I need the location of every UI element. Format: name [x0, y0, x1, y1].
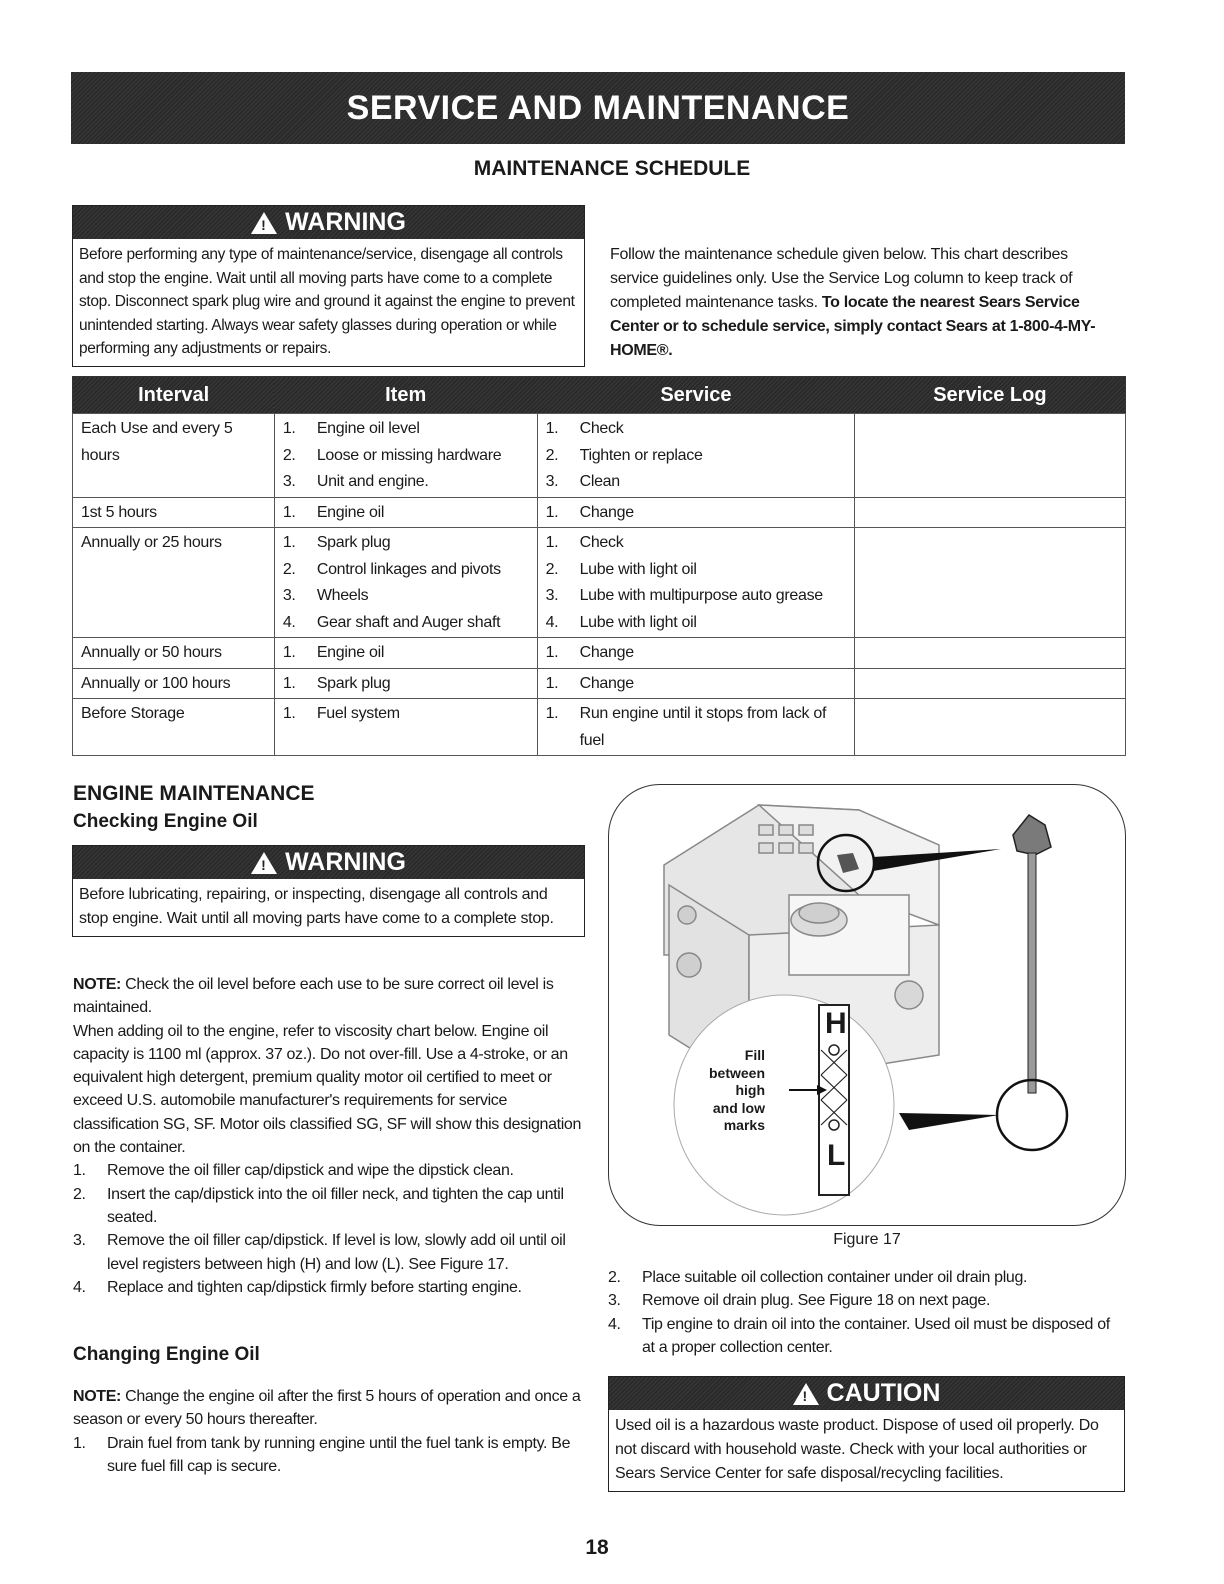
entry-text: Check [579, 420, 624, 437]
warning-triangle-icon [251, 852, 277, 874]
change-note-paragraph [73, 1385, 588, 1432]
caution-title: CAUTION [826, 1379, 941, 1407]
service-log-cell[interactable] [855, 638, 1126, 669]
caution-text: Used oil is a hazardous waste product. Dispose of used oil properly. Do not discard with household waste. Check with your local authorities or Sears Service Center for safe disposal/recycling facilities. [615, 1417, 1099, 1482]
step-item [73, 1229, 588, 1276]
service-log-cell[interactable] [855, 668, 1126, 699]
warning-header [73, 846, 584, 879]
warning-text: Before performing any type of maintenance/service, disengage all controls and stop the engine. Wait until all moving parts have come to a complete stop. Disconnect spark plug wire and ground it against the engine to prevent unintended starting. Always wear safety glasses during operation or while performing any adjustments or repairs. [79, 246, 575, 357]
warning-header [73, 206, 584, 239]
entry-text: Control linkages and pivots [316, 560, 501, 578]
entry-number: 4. [282, 613, 296, 631]
service-log-cell[interactable] [855, 528, 1126, 638]
table-row [73, 528, 1126, 638]
entry-text: Change [579, 503, 634, 521]
item-cell [274, 414, 537, 498]
entry-number: 1. [545, 644, 559, 661]
step-number: 3. [73, 1232, 86, 1250]
item-cell [274, 638, 537, 669]
interval-cell: Each Use and every 5 hours [73, 414, 275, 498]
entry-text: Change [579, 644, 634, 661]
step-text: Insert the cap/dipstick into the oil filler neck, and tighten the cap until seated. [107, 1185, 564, 1226]
entry-text: Spark plug [316, 534, 391, 551]
entry-text: Check [579, 534, 624, 551]
dipstick-icon [1013, 815, 1051, 1093]
service-cell [537, 699, 855, 756]
item-entry [283, 469, 531, 496]
service-log-cell[interactable] [855, 497, 1126, 528]
adding-oil-paragraph: When adding oil to the engine, refer to viscosity chart below. Engine oil capacity is 1100 ml (approx. 37 oz.). Do not over-fill. Use a 4-stroke, or an equivalent high detergent, premium quality motor oil certified to meet or exceed U.S. automobile manufacturer's requirements for service classification SG, SF. Motor oils classified SG, SF will show this designation on the container. [73, 1022, 582, 1157]
entry-number: 1. [545, 534, 559, 551]
entry-text: Tighten or replace [579, 446, 703, 464]
step-text: Replace and tighten cap/dipstick firmly before starting engine. [107, 1278, 522, 1296]
item-entry [283, 416, 531, 443]
entry-text: Lube with light oil [579, 613, 697, 631]
entry-number: 3. [282, 587, 296, 604]
item-cell [274, 699, 537, 756]
service-entry [546, 416, 849, 443]
entry-number: 1. [282, 644, 296, 661]
dipstick-l-mark: L [827, 1139, 846, 1172]
entry-text: Gear shaft and Auger shaft [316, 613, 501, 631]
engine-maintenance-title: ENGINE MAINTENANCE [73, 782, 315, 805]
warning-triangle-icon [251, 212, 277, 234]
callout-line: between [708, 1064, 765, 1081]
entry-number: 1. [282, 674, 296, 692]
engine-dipstick-svg [609, 785, 1126, 1226]
entry-number: 2. [545, 560, 559, 578]
change-steps-list-right [608, 1266, 1123, 1359]
caution-triangle-icon [793, 1383, 819, 1405]
entry-number: 1. [545, 705, 559, 722]
changing-oil-body [73, 1385, 588, 1478]
entry-number: 3. [545, 587, 559, 604]
entry-number: 1. [545, 674, 559, 692]
caution-box [608, 1376, 1125, 1492]
interval-cell: 1st 5 hours [73, 497, 275, 528]
service-cell [537, 414, 855, 498]
service-entry [546, 469, 849, 496]
item-entry [283, 701, 531, 728]
service-entry [546, 443, 849, 470]
table-row [73, 699, 1126, 756]
warning-box-schedule [72, 205, 585, 367]
table-row [73, 414, 1126, 498]
step-item [608, 1289, 1123, 1312]
header-service-log: Service Log [855, 377, 1126, 414]
service-cell [537, 668, 855, 699]
callout-line: marks [723, 1117, 765, 1133]
entry-number: 1. [282, 503, 296, 521]
service-entry [546, 583, 849, 610]
step-number: 2. [73, 1185, 86, 1203]
header-item: Item [274, 377, 537, 414]
table-row [73, 497, 1126, 528]
header-interval: Interval [73, 377, 275, 414]
service-entry [546, 557, 849, 584]
service-entry [546, 530, 849, 557]
dipstick-h-mark: H [825, 1007, 847, 1040]
item-entry [283, 557, 531, 584]
service-log-cell[interactable] [855, 414, 1126, 498]
step-number: 1. [73, 1162, 86, 1180]
service-entry [546, 500, 849, 527]
entry-text: Clean [579, 473, 620, 490]
interval-cell: Annually or 25 hours [73, 528, 275, 638]
caution-header [609, 1377, 1124, 1410]
item-entry [283, 500, 531, 527]
service-entry [546, 671, 849, 698]
entry-text: Wheels [316, 587, 369, 604]
service-cell [537, 638, 855, 669]
interval-cell: Annually or 50 hours [73, 638, 275, 669]
entry-number: 1. [282, 705, 296, 722]
page-number: 18 [585, 1536, 609, 1559]
interval-cell: Annually or 100 hours [73, 668, 275, 699]
item-entry [283, 583, 531, 610]
service-log-cell[interactable] [855, 699, 1126, 756]
changing-oil-title: Changing Engine Oil [73, 1344, 260, 1365]
step-item [608, 1266, 1123, 1289]
note-label: NOTE: [73, 976, 122, 993]
item-entry [283, 530, 531, 557]
entry-text: Run engine until it stops from lack of fuel [579, 705, 827, 749]
callout-line: Fill [744, 1047, 765, 1063]
schedule-intro [610, 243, 1120, 363]
table-row [73, 668, 1126, 699]
item-cell [274, 528, 537, 638]
entry-text: Loose or missing hardware [316, 446, 502, 464]
item-entry [283, 443, 531, 470]
entry-number: 2. [282, 560, 296, 578]
step-text: Remove the oil filler cap/dipstick. If level is low, slowly add oil until oil level registers between high (H) and low (L). See Figure 17. [107, 1232, 566, 1273]
step-text: Remove oil drain plug. See Figure 18 on next page. [642, 1292, 991, 1310]
step-item [73, 1159, 588, 1182]
warning-box-engine [72, 845, 585, 937]
item-entry [283, 640, 531, 667]
entry-text: Change [579, 674, 634, 692]
maintenance-schedule-table [72, 376, 1126, 756]
fill-marks-callout [705, 1047, 765, 1135]
item-entry [283, 671, 531, 698]
step-text: Tip engine to drain oil into the container. Used oil must be disposed of at a proper collection center. [642, 1315, 1110, 1356]
figure-caption: Figure 17 [833, 1231, 901, 1248]
item-entry [283, 610, 531, 637]
entry-text: Engine oil [316, 503, 385, 521]
warning-title: WARNING [285, 208, 406, 236]
item-cell [274, 668, 537, 699]
step-text: Place suitable oil collection container under oil drain plug. [642, 1269, 1028, 1286]
service-entry [546, 701, 849, 754]
entry-number: 1. [282, 420, 296, 437]
step-text: Drain fuel from tank by running engine until the fuel tank is empty. Be sure fuel fill cap is secure. [107, 1434, 571, 1475]
step-item [608, 1313, 1123, 1360]
entry-text: Fuel system [316, 705, 400, 722]
entry-number: 1. [282, 534, 296, 551]
item-cell [274, 497, 537, 528]
checking-oil-title: Checking Engine Oil [73, 811, 258, 832]
intro-contact-text: To locate the nearest Sears Service Center or to schedule service, simply contact Sears at 1-800-4-MY-HOME®. [610, 294, 1096, 359]
service-cell [537, 497, 855, 528]
warning-title: WARNING [285, 848, 406, 876]
callout-line: high [735, 1082, 765, 1098]
note-text: Change the engine oil after the first 5 hours of operation and once a season or every 50 hours thereafter. [73, 1388, 581, 1429]
entry-text: Lube with multipurpose auto grease [579, 587, 823, 604]
entry-number: 3. [545, 473, 559, 490]
entry-text: Unit and engine. [316, 473, 429, 490]
entry-number: 3. [282, 473, 296, 490]
step-item [73, 1276, 588, 1299]
interval-cell: Before Storage [73, 699, 275, 756]
note-paragraph [73, 973, 588, 1020]
step-item [73, 1432, 588, 1479]
entry-number: 2. [282, 446, 296, 464]
step-number: 3. [608, 1292, 621, 1310]
service-entry [546, 610, 849, 637]
header-service: Service [537, 377, 855, 414]
entry-text: Engine oil [316, 644, 385, 661]
intro-text: Follow the maintenance schedule given below. This chart describes service guidelines only. Use the Service Log column to keep track of completed maintenance tasks. [610, 246, 1073, 311]
step-number: 2. [608, 1269, 621, 1286]
table-row [73, 638, 1126, 669]
entry-number: 1. [545, 420, 559, 437]
callout-line: and low [712, 1099, 765, 1116]
schedule-title: MAINTENANCE SCHEDULE [473, 157, 751, 180]
entry-number: 4. [545, 613, 559, 631]
service-entry [546, 640, 849, 667]
service-cell [537, 528, 855, 638]
step-item [73, 1183, 588, 1230]
entry-text: Lube with light oil [579, 560, 697, 578]
step-number: 1. [73, 1434, 86, 1452]
change-steps-list-left [73, 1432, 588, 1479]
note-text: Check the oil level before each use to be sure correct oil level is maintained. [73, 976, 554, 1017]
step-text: Remove the oil filler cap/dipstick and wipe the dipstick clean. [107, 1162, 514, 1180]
banner-title: SERVICE AND MAINTENANCE [346, 88, 850, 127]
step-number: 4. [73, 1278, 86, 1296]
note-label: NOTE: [73, 1388, 122, 1405]
entry-text: Engine oil level [316, 420, 420, 437]
figure-17-dipstick-illustration [608, 784, 1126, 1226]
warning-text: Before lubricating, repairing, or inspecting, disengage all controls and stop engine. Wait until all moving parts have come to a complete stop. [79, 886, 554, 927]
step-number: 4. [608, 1315, 621, 1333]
checking-oil-body [73, 973, 588, 1299]
entry-number: 2. [545, 446, 559, 464]
table-header-row [73, 377, 1126, 414]
check-steps-list [73, 1159, 588, 1299]
entry-text: Spark plug [316, 674, 391, 692]
entry-number: 1. [545, 503, 559, 521]
page-banner [71, 72, 1125, 144]
